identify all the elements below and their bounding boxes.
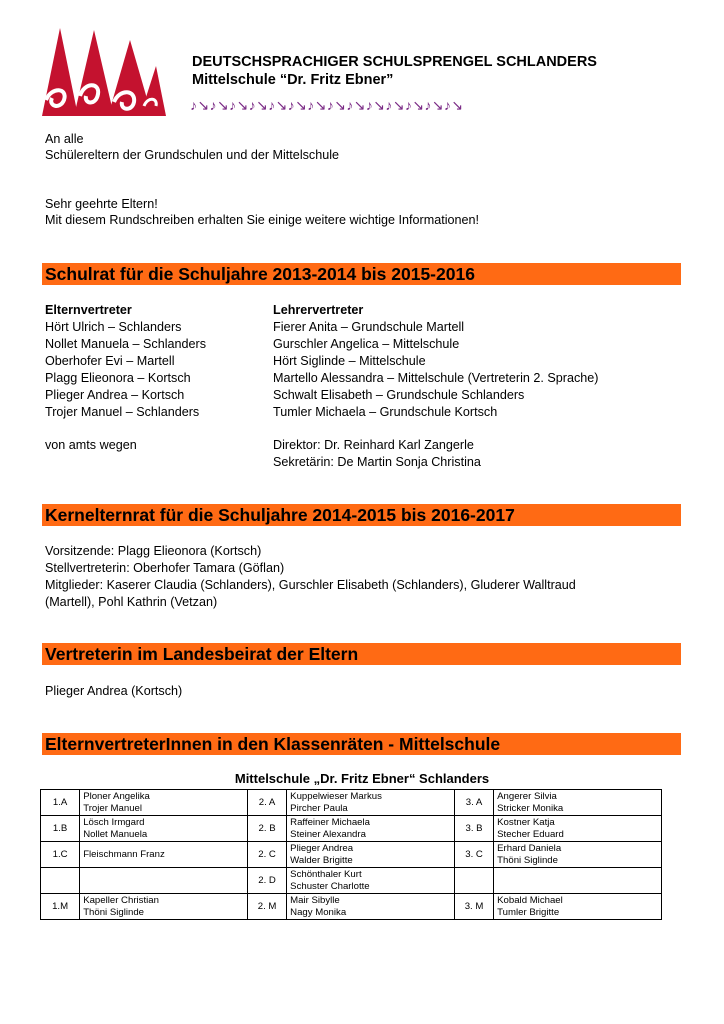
class-label: 2. C [247, 842, 286, 868]
representative-name: Lösch Irmgard [83, 817, 145, 828]
class-label: 2. M [247, 894, 286, 920]
class-label: 2. A [247, 790, 286, 816]
representative-name: Nollet Manuela [83, 828, 148, 840]
class-representatives [80, 842, 248, 868]
class-representatives [80, 868, 248, 894]
representative-name: Raffeiner Michaela [290, 817, 370, 828]
class-representatives [287, 868, 455, 894]
lehrer-list-item: Schwalt Elisabeth – Grundschule Schlanders [273, 388, 525, 402]
class-representatives [494, 816, 662, 842]
table-row [41, 842, 662, 868]
director: Direktor: Dr. Reinhard Karl Zangerle [273, 438, 474, 452]
amts-label: von amts wegen [45, 438, 137, 452]
class-label: 3. M [454, 894, 493, 920]
class-label: 3. B [454, 816, 493, 842]
section-heading-schulrat: Schulrat für die Schuljahre 2013-2014 bis 2015-2016 [42, 263, 681, 285]
school-logo [38, 26, 168, 118]
representative-name: Schönthaler Kurt [290, 869, 362, 880]
eltern-list-item: Trojer Manuel – Schlanders [45, 405, 200, 419]
class-label: 1.C [41, 842, 80, 868]
class-table-title: Mittelschule „Dr. Fritz Ebner“ Schlanders [234, 771, 490, 786]
representative-name: Thöni Siglinde [83, 906, 144, 918]
lehrer-list-item: Martello Alessandra – Mittelschule (Vertreterin 2. Sprache) [273, 371, 599, 385]
representative-name: Kobald Michael [497, 895, 563, 906]
music-notes-decoration: ♪↘♪↘♪↘♪↘♪↘♪↘♪↘♪↘♪↘♪↘♪↘♪↘♪↘♪↘ [190, 97, 464, 113]
class-representatives [494, 894, 662, 920]
class-label: 1.A [41, 790, 80, 816]
representative-name: Steiner Alexandra [290, 828, 366, 840]
eltern-heading: Elternvertreter [45, 303, 132, 317]
section-heading-kernelternrat: Kernelternrat für die Schuljahre 2014-2015 bis 2016-2017 [42, 504, 681, 526]
lehrer-list-item: Hört Siglinde – Mittelschule [273, 354, 426, 368]
representative-name: Plieger Andrea [290, 843, 354, 854]
representative-name: Ploner Angelika [83, 791, 150, 802]
members-line-2: (Martell), Pohl Kathrin (Vetzan) [45, 595, 218, 609]
school-name: Mittelschule “Dr. Fritz Ebner” [192, 72, 394, 88]
class-label: 1.B [41, 816, 80, 842]
lehrer-heading: Lehrervertreter [273, 303, 364, 317]
class-representatives [80, 790, 248, 816]
eltern-list-item: Hört Ulrich – Schlanders [45, 320, 182, 334]
section-heading-klassenraete: ElternvertreterInnen in den Klassenräten - Mittelschule [42, 733, 681, 755]
representative-name: Tumler Brigitte [497, 906, 560, 918]
class-representatives [287, 894, 455, 920]
eltern-list-item: Plieger Andrea – Kortsch [45, 388, 185, 402]
representative-name: Walder Brigitte [290, 854, 353, 866]
table-row [41, 868, 662, 894]
class-representatives [287, 790, 455, 816]
class-label: 3. C [454, 842, 493, 868]
address-line-1: An alle [45, 132, 84, 146]
representative-name: Schuster Charlotte [290, 880, 370, 892]
eltern-list-item: Plagg Elieonora – Kortsch [45, 371, 191, 385]
table-row [41, 894, 662, 920]
table-row [41, 816, 662, 842]
representative-name: Mair Sibylle [290, 895, 340, 906]
intro-text: Mit diesem Rundschreiben erhalten Sie einige weitere wichtige Informationen! [45, 213, 480, 227]
representative-name: Trojer Manuel [83, 802, 143, 814]
class-label [454, 868, 493, 894]
secretary: Sekretärin: De Martin Sonja Christina [273, 455, 481, 469]
school-district-title: DEUTSCHSPRACHIGER SCHULSPRENGEL SCHLANDERS [192, 54, 597, 70]
members-line-1: Mitglieder: Kaserer Claudia (Schlanders), Gurschler Elisabeth (Schlanders), Gluderer Walltraud [45, 578, 576, 592]
class-label: 1.M [41, 894, 80, 920]
class-label: 2. D [247, 868, 286, 894]
representative-name: Nagy Monika [290, 906, 347, 918]
class-representatives [494, 842, 662, 868]
representative-name: Thöni Siglinde [497, 854, 558, 866]
class-representatives [494, 790, 662, 816]
lehrer-list-item: Fierer Anita – Grundschule Martell [273, 320, 465, 334]
class-representatives-table [40, 789, 662, 920]
class-label: 2. B [247, 816, 286, 842]
deputy: Stellvertreterin: Oberhofer Tamara (Göflan) [45, 561, 285, 575]
greeting: Sehr geehrte Eltern! [45, 197, 158, 211]
representative-name: Pircher Paula [290, 802, 348, 814]
class-representatives [494, 868, 662, 894]
eltern-list-item: Nollet Manuela – Schlanders [45, 337, 207, 351]
representative-name: Stecher Eduard [497, 828, 564, 840]
section-heading-landesbeirat: Vertreterin im Landesbeirat der Eltern [42, 643, 681, 665]
representative-name: Erhard Daniela [497, 843, 562, 854]
representative-name: Kuppelwieser Markus [290, 791, 382, 802]
representative-name: Stricker Monika [497, 802, 564, 814]
table-row [41, 790, 662, 816]
lehrer-list-item: Gurschler Angelica – Mittelschule [273, 337, 460, 351]
chairperson: Vorsitzende: Plagg Elieonora (Kortsch) [45, 544, 262, 558]
class-label: 3. A [454, 790, 493, 816]
representative-name: Fleischmann Franz [83, 848, 165, 860]
class-representatives [287, 816, 455, 842]
landesbeirat-person: Plieger Andrea (Kortsch) [45, 684, 183, 698]
lehrer-list-item: Tumler Michaela – Grundschule Kortsch [273, 405, 498, 419]
representative-name: Angerer Silvia [497, 791, 557, 802]
representative-name: Kostner Katja [497, 817, 555, 828]
representative-name: Kapeller Christian [83, 895, 159, 906]
address-line-2: Schülereltern der Grundschulen und der Mittelschule [45, 148, 340, 162]
class-representatives [287, 842, 455, 868]
class-representatives [80, 894, 248, 920]
eltern-list-item: Oberhofer Evi – Martell [45, 354, 175, 368]
class-representatives [80, 816, 248, 842]
class-label [41, 868, 80, 894]
